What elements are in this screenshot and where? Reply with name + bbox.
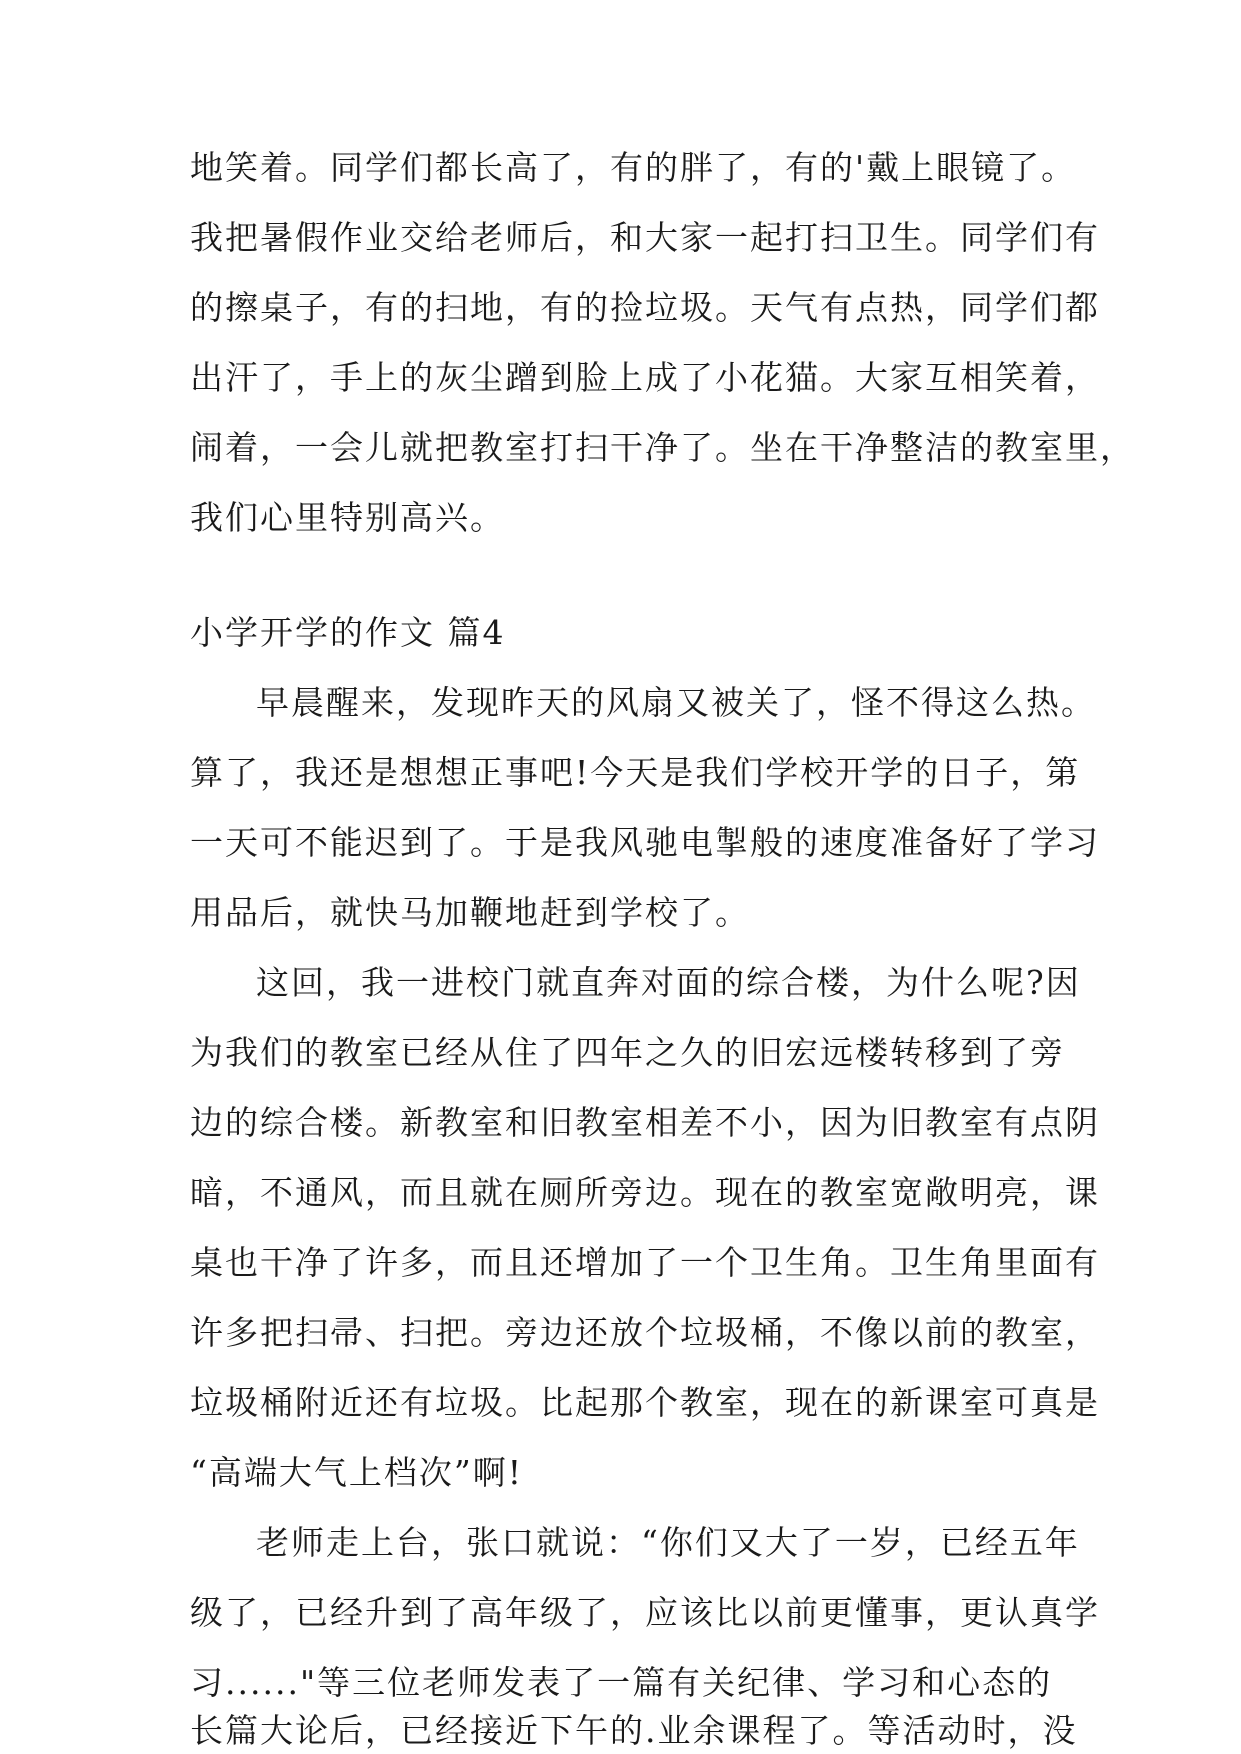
paragraph-2-line: 一天可不能迟到了。于是我风驰电掣般的速度准备好了学习 — [190, 823, 1100, 862]
paragraph-3-line: 垃圾桶附近还有垃圾。比起那个教室，现在的新课室可真是 — [190, 1383, 1100, 1422]
paragraph-4-line: 长篇大论后，已经接近下午的.业余课程了。等活动时，没 — [190, 1711, 1078, 1750]
paragraph-3-line: “高端大气上档次”啊! — [190, 1453, 524, 1492]
paragraph-1-line: 的擦桌子，有的扫地，有的捡垃圾。天气有点热，同学们都 — [190, 288, 1100, 327]
paragraph-3-line: 为我们的教室已经从住了四年之久的旧宏远楼转移到了旁 — [190, 1033, 1065, 1072]
paragraph-1-line: 出汗了，手上的灰尘蹭到脸上成了小花猫。大家互相笑着， — [190, 358, 1100, 397]
paragraph-1-line: 我们心里特别高兴。 — [190, 498, 505, 537]
paragraph-2-line: 早晨醒来，发现昨天的风扇又被关了，怪不得这么热。 — [256, 683, 1096, 722]
paragraph-2-line: 用品后，就快马加鞭地赶到学校了。 — [190, 893, 750, 932]
section-heading: 小学开学的作文 篇4 — [190, 613, 506, 652]
paragraph-1-line: 我把暑假作业交给老师后，和大家一起打扫卫生。同学们有 — [190, 218, 1100, 257]
paragraph-1-line: 闹着，一会儿就把教室打扫干净了。坐在干净整洁的教室里， — [190, 428, 1135, 467]
paragraph-4-line: 级了，已经升到了高年级了，应该比以前更懂事，更认真学 — [190, 1593, 1100, 1632]
paragraph-3-line: 边的综合楼。新教室和旧教室相差不小，因为旧教室有点阴 — [190, 1103, 1100, 1142]
paragraph-1-line: 地笑着。同学们都长高了，有的胖了，有的'戴上眼镜了。 — [190, 148, 1077, 187]
paragraph-3-line: 许多把扫帚、扫把。旁边还放个垃圾桶，不像以前的教室， — [190, 1313, 1100, 1352]
paragraph-3-line: 暗，不通风，而且就在厕所旁边。现在的教室宽敞明亮，课 — [190, 1173, 1100, 1212]
paragraph-3-line: 这回，我一进校门就直奔对面的综合楼，为什么呢?因 — [256, 963, 1081, 1002]
paragraph-4-line: 老师走上台，张口就说：“你们又大了一岁，已经五年 — [256, 1523, 1080, 1562]
paragraph-3-line: 桌也干净了许多，而且还增加了一个卫生角。卫生角里面有 — [190, 1243, 1100, 1282]
paragraph-4-line: 习......"等三位老师发表了一篇有关纪律、学习和心态的 — [190, 1663, 1053, 1702]
paragraph-2-line: 算了，我还是想想正事吧!今天是我们学校开学的日子，第 — [190, 753, 1081, 792]
